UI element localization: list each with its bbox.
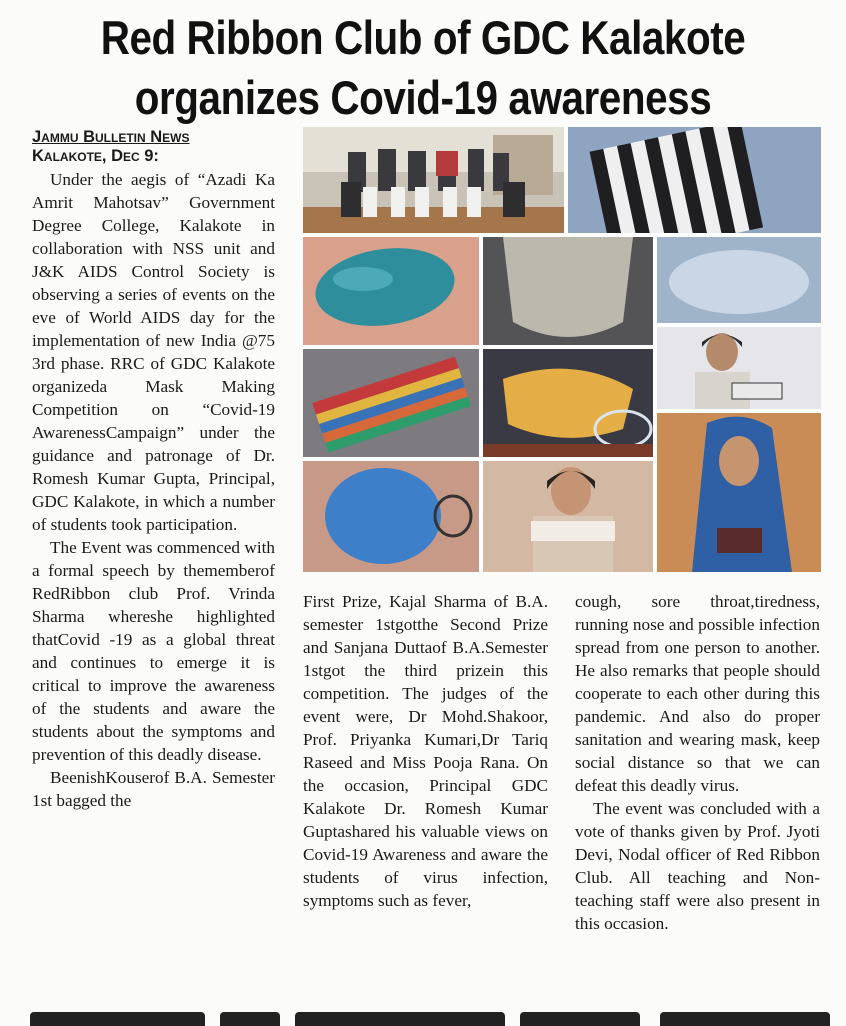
colorful-mask-photo	[303, 349, 479, 457]
byline-source: Jammu Bulletin News	[32, 128, 190, 146]
headline-line-1: Red Ribbon Club of GDC Kalakote	[100, 11, 746, 64]
article-column-2	[303, 590, 548, 912]
article-paragraph: The Event was commenced with a formal speech by thememberof RedRibbon club Prof. Vrinda Sharma whereshe highlighted thatCovid -19 as a global threat and continues to emerge it is critical to improve the awareness of the students and aware the students about the symptoms and prevention of this deadly disease.	[32, 538, 275, 764]
blue-cloth-mask-photo	[303, 461, 479, 572]
blue-mask-photo	[657, 237, 821, 323]
article-paragraph: The event was concluded with a vote of thanks given by Prof. Jyoti Devi, Nodal officer of Red Ribbon Club. All teaching and Non-teaching staff were also present in this occasion.	[575, 799, 820, 933]
grey-mask-photo	[483, 237, 653, 345]
striped-mask-photo	[568, 127, 821, 233]
student-photo-3	[657, 413, 821, 572]
article-paragraph: BeenishKouserof B.A. Semester 1st bagged the	[32, 768, 275, 810]
headline-line-2: organizes Covid-19 awareness	[134, 71, 712, 124]
article-column-1	[32, 128, 275, 812]
byline-dateline: Kalakote, Dec 9:	[32, 147, 159, 165]
article-paragraph: First Prize, Kajal Sharma of B.A. semester 1stgotthe Second Prize and Sanjana Duttaof B.A.Semester 1stgot the third prizein this competition. The judges of the event were, Dr Mohd.Shakoor, Prof. Priyanka Kumari,Dr Tariq Raseed and Miss Pooja Rana. On the occasion, Principal GDC Kalakote Dr. Romesh Kumar Guptashared his valuable views on Covid-19 Awareness and aware the students of virus infection, symptoms such as fever,	[303, 592, 548, 910]
group-photo	[303, 127, 564, 233]
teal-mask-photo	[303, 237, 479, 345]
article-paragraph: cough, sore throat,tiredness, running nose and possible infection spread from one person to another. He also remarks that people should cooperate to each other during this pandemic. And also do proper sanitation and wearing mask, keep social distance so that we can defeat this deadly virus.	[575, 592, 820, 795]
article-column-3	[575, 590, 820, 935]
student-photo-2	[483, 461, 653, 572]
photo-collage	[303, 127, 821, 572]
article-paragraph: Under the aegis of “Azadi Ka Amrit Mahotsav” Government Degree College, Kalakote in collaboration with NSS unit and J&K AIDS Control Society is observing a series of events on the eve of World AIDS day for the implementation of new India @75 3rd phase. RRC of GDC Kalakote organizeda Mask Making Competition on “Covid-19 AwarenessCampaign” under the guidance and patronage of Dr. Romesh Kumar Gupta, Principal, GDC Kalakote, in which a number of students took participation.	[32, 170, 275, 534]
student-photo-1	[657, 327, 821, 409]
yellow-mask-photo	[483, 349, 653, 457]
